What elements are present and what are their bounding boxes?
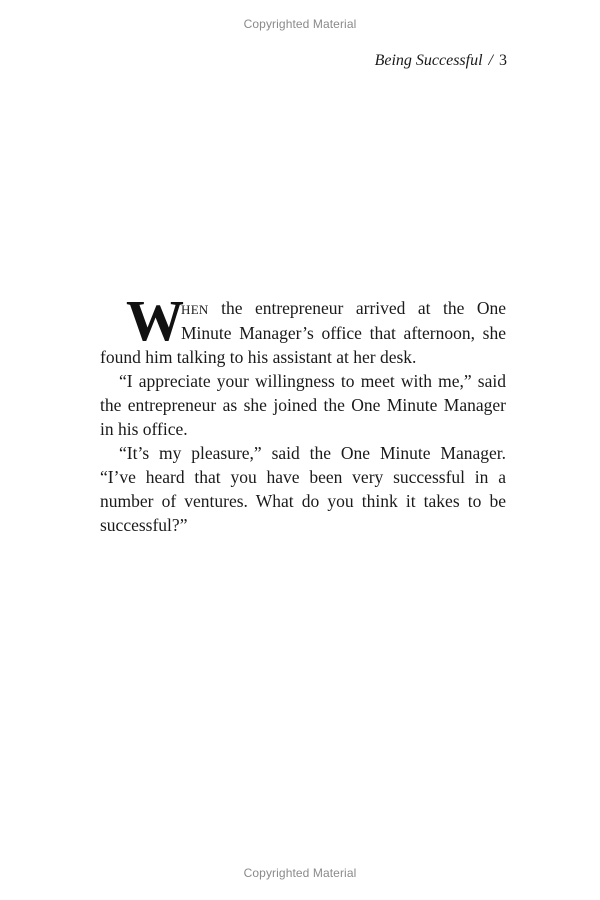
paragraph-3: “It’s my pleasure,” said the One Minute Manager. “I’ve heard that you have been very successful in a number of ventures. What do you think it takes to be successful?” (100, 443, 506, 535)
drop-cap: W (126, 288, 180, 353)
chapter-title: Being Successful (374, 52, 483, 69)
copyright-watermark-top: Copyrighted Material (243, 17, 357, 31)
body-text (100, 288, 506, 537)
drop-cap-rest: hen (181, 298, 209, 319)
running-head (375, 52, 507, 70)
copyright-watermark-bottom: Copyrighted Material (243, 866, 357, 880)
paragraph-2: “I appreciate your willingness to meet with me,” said the entrepreneur as she joined the One Minute Manager in his office. (100, 371, 506, 439)
paragraph-1-text: the entrepreneur arrived at the One Minute Manager’s office that afternoon, she found him talking to his assistant at her desk. (100, 298, 506, 367)
running-head-separator: / (488, 52, 493, 69)
page-number: 3 (499, 52, 507, 69)
paragraph-1 (100, 288, 506, 369)
